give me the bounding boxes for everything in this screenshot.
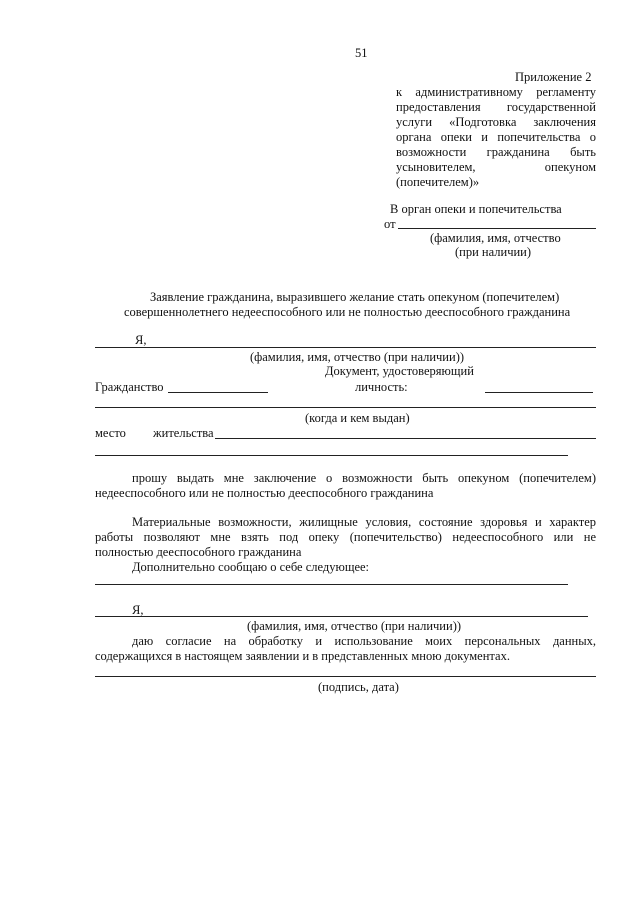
residence-label-word2: жительства — [153, 426, 214, 440]
addressee-to-line: В орган опеки и попечительства — [390, 202, 562, 216]
document-issued-hint: (когда и кем выдан) — [305, 411, 410, 425]
additional-info-label: Дополнительно сообщаю о себе следующее: — [132, 560, 370, 574]
document-label-2: личность: — [355, 380, 408, 394]
appendix-line-2: предоставления государственной — [396, 100, 596, 114]
applicant-ya-label: Я, — [135, 333, 147, 347]
addressee-fio-hint-2: (при наличии) — [455, 245, 532, 259]
document-label-1: Документ, удостоверяющий — [325, 364, 474, 378]
appendix-title: Приложение 2 — [515, 70, 592, 84]
consent-line-1: даю согласие на обработку и использование моих персональных данных, — [132, 634, 596, 648]
consent-line-2: содержащихся в настоящем заявлении и в представленных мною документах. — [95, 649, 510, 663]
appendix-line-6-right: опекуном — [544, 160, 596, 174]
form-heading-line-1: Заявление гражданина, выразившего желание стать опекуном (попечителем) — [150, 290, 560, 304]
material-line-3: полностью дееспособного гражданина — [95, 545, 302, 559]
citizenship-label: Гражданство — [95, 380, 164, 394]
addressee-from-label: от — [384, 217, 396, 231]
document-blank — [485, 392, 593, 393]
consent-fio-blank — [95, 616, 588, 617]
appendix-line-5: возможности гражданина быть — [396, 145, 596, 159]
addressee-fio-hint-1: (фамилия, имя, отчество — [430, 231, 561, 245]
consent-ya-label: Я, — [132, 603, 144, 617]
document-issued-blank — [95, 407, 596, 408]
appendix-line-1: к административному регламенту — [396, 85, 596, 99]
applicant-fio-hint: (фамилия, имя, отчество (при наличии)) — [250, 350, 465, 364]
consent-fio-hint: (фамилия, имя, отчество (при наличии)) — [247, 619, 462, 633]
page-number: 51 — [355, 46, 368, 60]
material-line-2: работы позволяют мне взять под опеку (попечительство) недееспособного или не — [95, 530, 596, 544]
request-line-2: недееспособного или не полностью дееспособного гражданина — [95, 486, 434, 500]
residence-blank-1 — [215, 438, 596, 439]
request-line-1: прошу выдать мне заключение о возможности быть опекуном (попечителем) — [132, 471, 596, 485]
appendix-line-6-left: усыновителем, — [396, 160, 476, 174]
material-line-1: Материальные возможности, жилищные условия, состояние здоровья и характер — [132, 515, 596, 529]
addressee-fio-blank — [398, 228, 596, 229]
signature-hint: (подпись, дата) — [318, 680, 399, 694]
appendix-closing: (попечителем)» — [396, 175, 480, 189]
residence-blank-2 — [95, 455, 568, 456]
signature-blank — [95, 676, 596, 677]
appendix-line-3: услуги «Подготовка заключения — [396, 115, 596, 129]
appendix-line-4: органа опеки и попечительства о — [396, 130, 596, 144]
applicant-fio-blank — [95, 347, 596, 348]
form-heading-line-2: совершеннолетнего недееспособного или не полностью дееспособного гражданина — [124, 305, 571, 319]
residence-label-word1: место — [95, 426, 126, 440]
additional-info-blank — [95, 584, 568, 585]
citizenship-blank — [168, 392, 268, 393]
